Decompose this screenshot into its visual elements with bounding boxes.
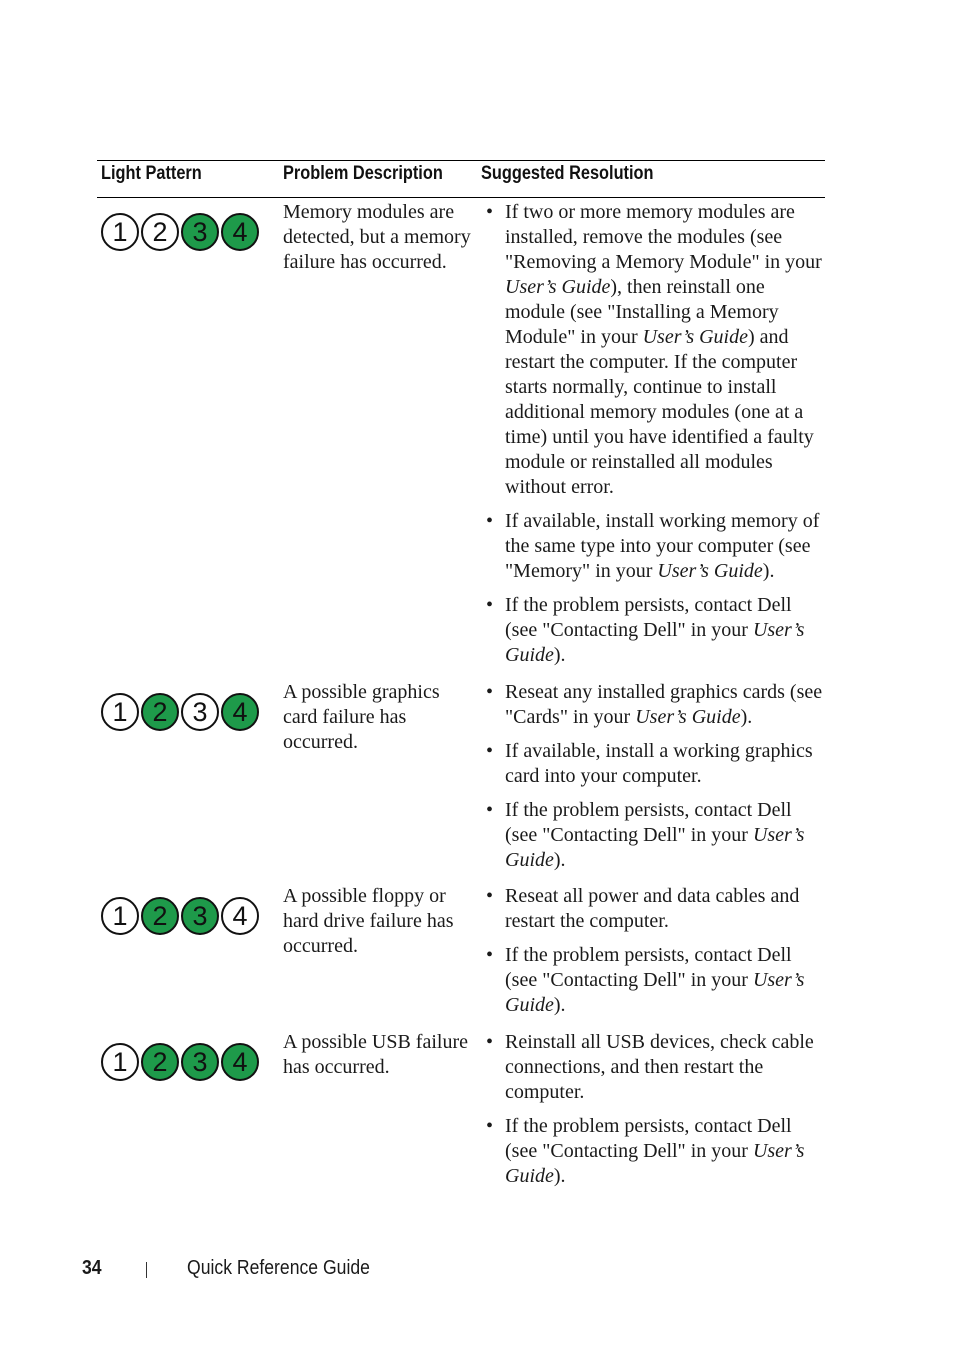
bullet-icon: • [486,201,494,223]
header-problem-description: Problem Description [283,163,443,184]
footer-title: Quick Reference Guide [187,1257,370,1279]
bullet-icon: • [486,510,494,532]
resolution-list [486,200,826,677]
page-number: 34 [82,1257,102,1279]
guide-reference: User’s Guide [505,824,805,871]
diagnostic-light-1-off: 1 [101,1043,139,1081]
resolution-text: If available, install working memory of the same type into your computer (see "Memory" in your [505,510,820,582]
resolution-item [486,200,826,500]
diagnostic-light-4-on: 4 [221,1043,259,1081]
resolution-text: If the problem persists, contact Dell (see "Contacting Dell" in your [505,944,792,991]
diagnostic-light-3-on: 3 [181,1043,219,1081]
diagnostic-light-2-on: 2 [141,693,179,731]
resolution-text: Reinstall all USB devices, check cable connections, and then restart the computer. [505,1031,814,1103]
diagnostic-light-4-on: 4 [221,213,259,251]
bullet-icon: • [486,799,494,821]
diagnostic-light-2-on: 2 [141,897,179,935]
resolution-item [486,680,826,730]
resolution-item [486,798,826,873]
resolution-item [486,884,826,934]
bullet-icon: • [486,885,494,907]
diagnostic-light-2-on: 2 [141,1043,179,1081]
resolution-text: If two or more memory modules are installed, remove the modules (see "Removing a Memory Module" in your [505,201,822,273]
guide-reference: User’s Guide [505,619,805,666]
resolution-item [486,593,826,668]
resolution-list [486,884,826,1027]
resolution-item [486,509,826,584]
bullet-icon: • [486,681,494,703]
resolution-text: If available, install a working graphics card into your computer. [505,740,813,787]
guide-reference: User’s Guide [635,706,741,728]
resolution-item [486,1030,826,1105]
resolution-text: If the problem persists, contact Dell (see "Contacting Dell" in your [505,799,792,846]
diagnostic-light-3-on: 3 [181,213,219,251]
resolution-item [486,739,826,789]
guide-reference: User’s Guide [642,326,748,348]
bullet-icon: • [486,944,494,966]
guide-reference: User’s Guide [505,969,805,1016]
guide-reference: User’s Guide [505,276,611,298]
resolution-text: Reseat all power and data cables and restart the computer. [505,885,800,932]
resolution-item [486,1114,826,1189]
resolution-text: ), then reinstall one module (see "Installing a Memory Module" in your [505,276,779,348]
header-light-pattern: Light Pattern [101,163,202,184]
header-bottom-rule [97,197,825,198]
bullet-icon: • [486,740,494,762]
diagnostic-light-1-off: 1 [101,693,139,731]
resolution-text: Reseat any installed graphics cards (see "Cards" in your [505,681,823,728]
resolution-list [486,1030,826,1198]
guide-reference: User’s Guide [657,560,763,582]
bullet-icon: • [486,1115,494,1137]
bullet-icon: • [486,594,494,616]
bullet-icon: • [486,1031,494,1053]
resolution-text: ). [762,560,775,582]
problem-description: A possible floppy or hard drive failure has occurred. [283,885,454,957]
diagnostic-light-3-on: 3 [181,897,219,935]
table-top-rule [97,160,825,161]
resolution-text: ). [553,644,566,666]
resolution-text: ). [553,994,566,1016]
resolution-text: ) and restart the computer. If the computer starts normally, continue to install additional memory modules (one at a time) until you have identified a faulty module or reinstalled all modules without error. [505,326,814,498]
guide-reference: User’s Guide [505,1140,805,1187]
diagnostic-light-4-off: 4 [221,897,259,935]
diagnostic-light-3-off: 3 [181,693,219,731]
diagnostic-light-4-on: 4 [221,693,259,731]
problem-description: A possible USB failure has occurred. [283,1031,468,1078]
resolution-text: If the problem persists, contact Dell (see "Contacting Dell" in your [505,1115,792,1162]
resolution-item [486,943,826,1018]
resolution-list [486,680,826,882]
resolution-text: ). [553,1165,566,1187]
diagnostic-light-1-off: 1 [101,213,139,251]
problem-description: Memory modules are detected, but a memory failure has occurred. [283,201,471,273]
resolution-text: ). [740,706,753,728]
diagnostic-light-1-off: 1 [101,897,139,935]
header-suggested-resolution: Suggested Resolution [481,163,654,184]
footer-separator [146,1262,147,1278]
diagnostic-light-2-off: 2 [141,213,179,251]
problem-description: A possible graphics card failure has occurred. [283,681,440,753]
resolution-text: If the problem persists, contact Dell (see "Contacting Dell" in your [505,594,792,641]
resolution-text: ). [553,849,566,871]
